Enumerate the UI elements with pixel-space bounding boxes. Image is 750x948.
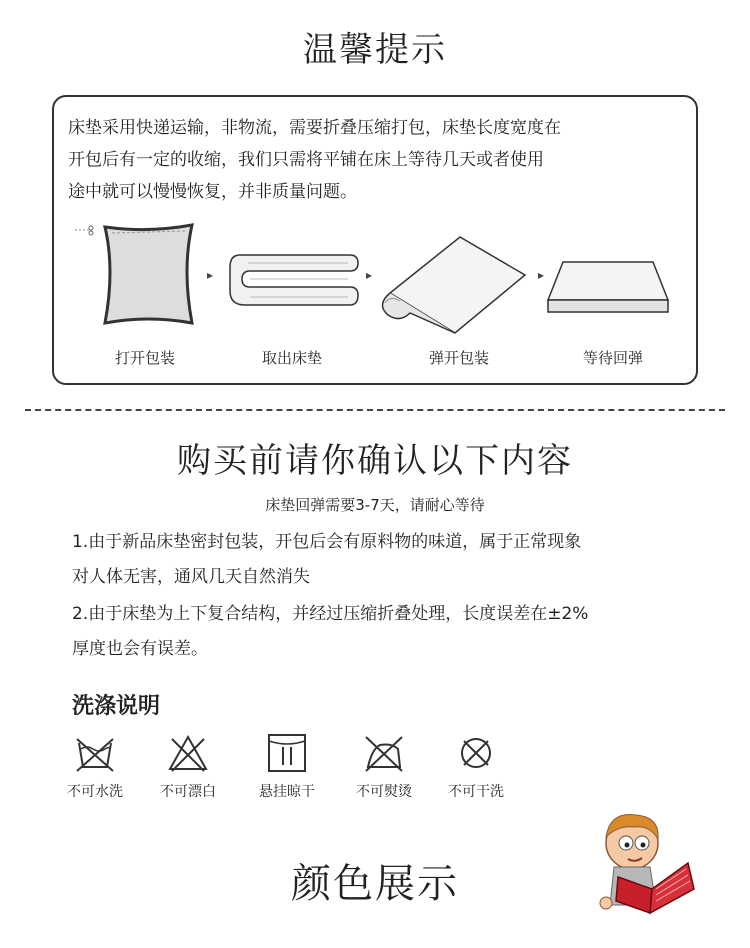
confirm-subtitle: 床垫回弹需要3-7天，请耐心等待 <box>265 496 485 514</box>
note-line: 对人体无害，通风几天自然消失 <box>72 567 310 587</box>
note-2 <box>72 597 712 667</box>
notice-title: 温馨提示 <box>303 30 447 70</box>
arrow-icon: ▸ <box>366 268 373 282</box>
no-iron-icon <box>362 733 406 773</box>
step-label-wait: 等待回弹 <box>582 349 643 367</box>
confirm-title: 购买前请你确认以下内容 <box>177 441 573 481</box>
wash-item-no-iron <box>339 733 429 801</box>
flat-mattress-icon <box>548 262 668 312</box>
arrow-icon: ▸ <box>538 268 545 282</box>
note-line: 2.由于床垫为上下复合结构，并经过压缩折叠处理，长度误差在±2% <box>72 604 589 624</box>
notice-line: 开包后有一定的收缩，我们只需将平铺在床上等待几天或者使用 <box>68 150 544 170</box>
scissors-icon <box>75 226 93 235</box>
section-divider <box>25 409 725 411</box>
hang-dry-icon <box>265 733 309 773</box>
wash-label: 不可干洗 <box>448 784 504 800</box>
unpack-steps-illustration <box>70 215 690 335</box>
wash-item-no-dry-clean <box>431 733 521 801</box>
open-package-icon <box>105 225 192 323</box>
step-label-take-out: 取出床垫 <box>261 349 322 367</box>
step-label-spring-open: 弹开包装 <box>428 349 489 367</box>
wash-label: 悬挂晾干 <box>259 784 315 800</box>
notice-line: 床垫采用快递运输，非物流，需要折叠压缩打包，床垫长度宽度在 <box>68 118 561 138</box>
reading-boy-illustration <box>590 805 700 920</box>
no-bleach-icon <box>166 733 210 773</box>
wash-item-no-wash <box>50 733 140 801</box>
note-1 <box>72 525 712 595</box>
note-line: 1.由于新品床垫密封包装，开包后会有原料物的味道，属于正常现象 <box>72 532 582 552</box>
wash-title: 洗涤说明 <box>72 694 161 719</box>
wash-label: 不可熨烫 <box>356 784 412 800</box>
no-wash-icon <box>73 733 117 773</box>
note-line: 厚度也会有误差。 <box>72 639 208 659</box>
wash-item-no-bleach <box>143 733 233 801</box>
rolling-mattress-icon <box>382 237 525 333</box>
notice-text <box>68 112 688 208</box>
step-label-open: 打开包装 <box>114 349 175 367</box>
color-section-title: 颜色展示 <box>291 861 459 907</box>
wash-item-hang-dry <box>242 733 332 801</box>
no-dry-clean-icon <box>454 733 498 773</box>
folded-mattress-icon <box>230 255 358 305</box>
wash-label: 不可漂白 <box>160 784 216 800</box>
wash-label: 不可水洗 <box>67 784 123 800</box>
notice-line: 途中就可以慢慢恢复，并非质量问题。 <box>68 182 357 202</box>
arrow-icon: ▸ <box>207 268 214 282</box>
